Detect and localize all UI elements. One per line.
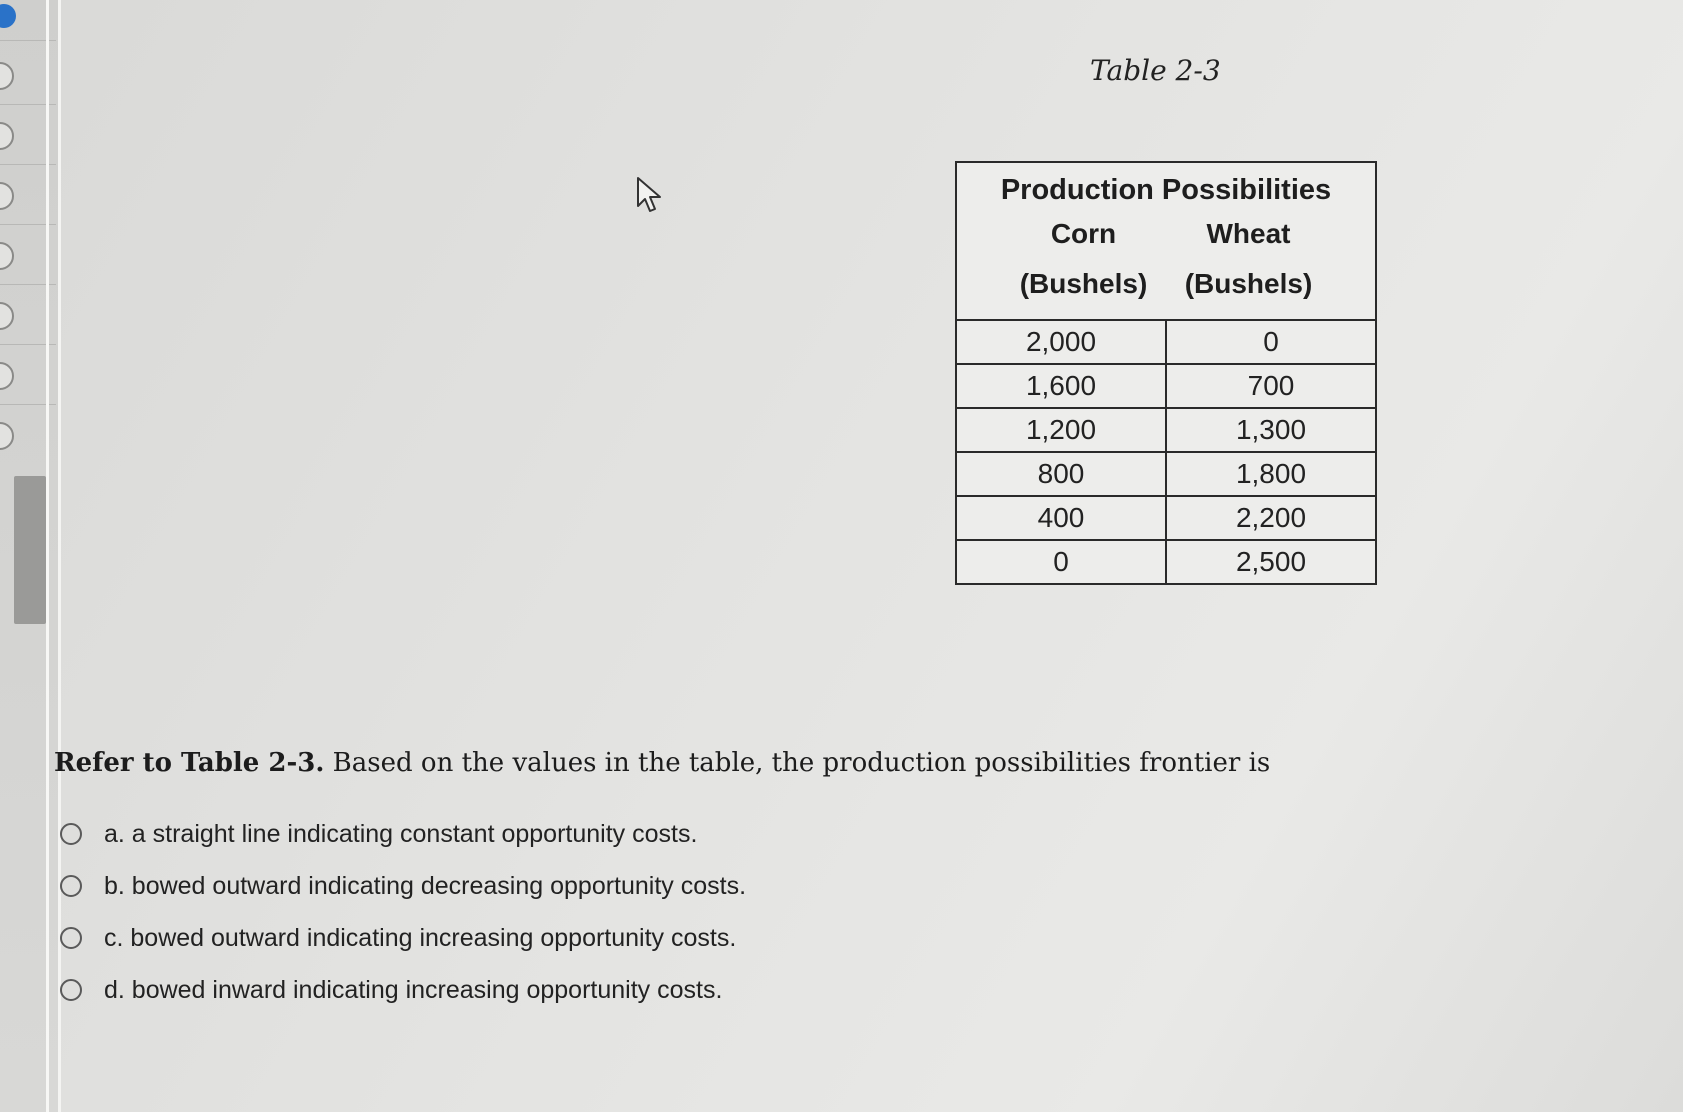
radio-button[interactable] xyxy=(60,875,82,897)
question-nav-circle-icon[interactable] xyxy=(0,242,14,270)
column-name: Corn xyxy=(1050,218,1117,249)
table-header xyxy=(957,163,1375,321)
option-label: c. bowed outward indicating increasing opportunity costs. xyxy=(104,923,737,952)
wheat-cell: 1,800 xyxy=(1235,458,1307,489)
sidebar-scrollbar-thumb[interactable] xyxy=(14,476,46,624)
wheat-cell: 2,200 xyxy=(1235,502,1307,533)
corn-cell: 1,600 xyxy=(957,365,1167,407)
column-header-wheat xyxy=(1166,209,1331,309)
option-label: b. bowed outward indicating decreasing opportunity costs. xyxy=(104,871,747,900)
wheat-cell: 2,500 xyxy=(1235,546,1307,577)
table-row xyxy=(957,495,1375,539)
corn-cell: 1,200 xyxy=(957,409,1167,451)
active-question-indicator[interactable] xyxy=(0,4,16,28)
column-unit: (Bushels) xyxy=(1019,268,1148,299)
answer-options xyxy=(60,808,746,1016)
table-row xyxy=(957,539,1375,583)
production-possibilities-table xyxy=(955,161,1377,585)
table-title: Table 2-3 xyxy=(1090,54,1221,87)
sidebar-edge xyxy=(46,0,49,1112)
question-reference: Refer to Table 2-3. xyxy=(54,748,325,778)
column-name: Wheat xyxy=(1206,218,1291,249)
table-row xyxy=(957,451,1375,495)
question-text xyxy=(54,748,1270,778)
option-label: a. a straight line indicating constant opportunity costs. xyxy=(104,819,698,848)
corn-cell: 800 xyxy=(957,453,1167,495)
option-c[interactable] xyxy=(60,912,746,964)
table-row xyxy=(957,363,1375,407)
option-d[interactable] xyxy=(60,964,746,1016)
radio-button[interactable] xyxy=(60,927,82,949)
corn-cell: 0 xyxy=(957,541,1167,583)
question-nav-circle-icon[interactable] xyxy=(0,362,14,390)
option-label: d. bowed inward indicating increasing opportunity costs. xyxy=(104,975,723,1004)
table-header-title: Production Possibilities xyxy=(1000,174,1332,206)
wheat-cell: 700 xyxy=(1247,370,1295,401)
wheat-cell: 1,300 xyxy=(1235,414,1307,445)
question-nav-circle-icon[interactable] xyxy=(0,182,14,210)
table-body xyxy=(957,321,1375,583)
table-row xyxy=(957,321,1375,363)
corn-cell: 2,000 xyxy=(957,321,1167,363)
table-row xyxy=(957,407,1375,451)
mouse-pointer-icon xyxy=(636,176,666,216)
wheat-cell: 0 xyxy=(1263,326,1279,357)
question-nav-circle-icon[interactable] xyxy=(0,62,14,90)
radio-button[interactable] xyxy=(60,979,82,1001)
question-nav-circle-icon[interactable] xyxy=(0,122,14,150)
question-body: Based on the values in the table, the production possibilities frontier is xyxy=(324,748,1271,778)
corn-cell: 400 xyxy=(957,497,1167,539)
question-nav-circle-icon[interactable] xyxy=(0,422,14,450)
option-a[interactable] xyxy=(60,808,746,860)
radio-button[interactable] xyxy=(60,823,82,845)
question-nav-circle-icon[interactable] xyxy=(0,302,14,330)
option-b[interactable] xyxy=(60,860,746,912)
left-sidebar xyxy=(0,0,61,1112)
column-unit: (Bushels) xyxy=(1184,268,1313,299)
column-header-corn xyxy=(1001,209,1166,309)
